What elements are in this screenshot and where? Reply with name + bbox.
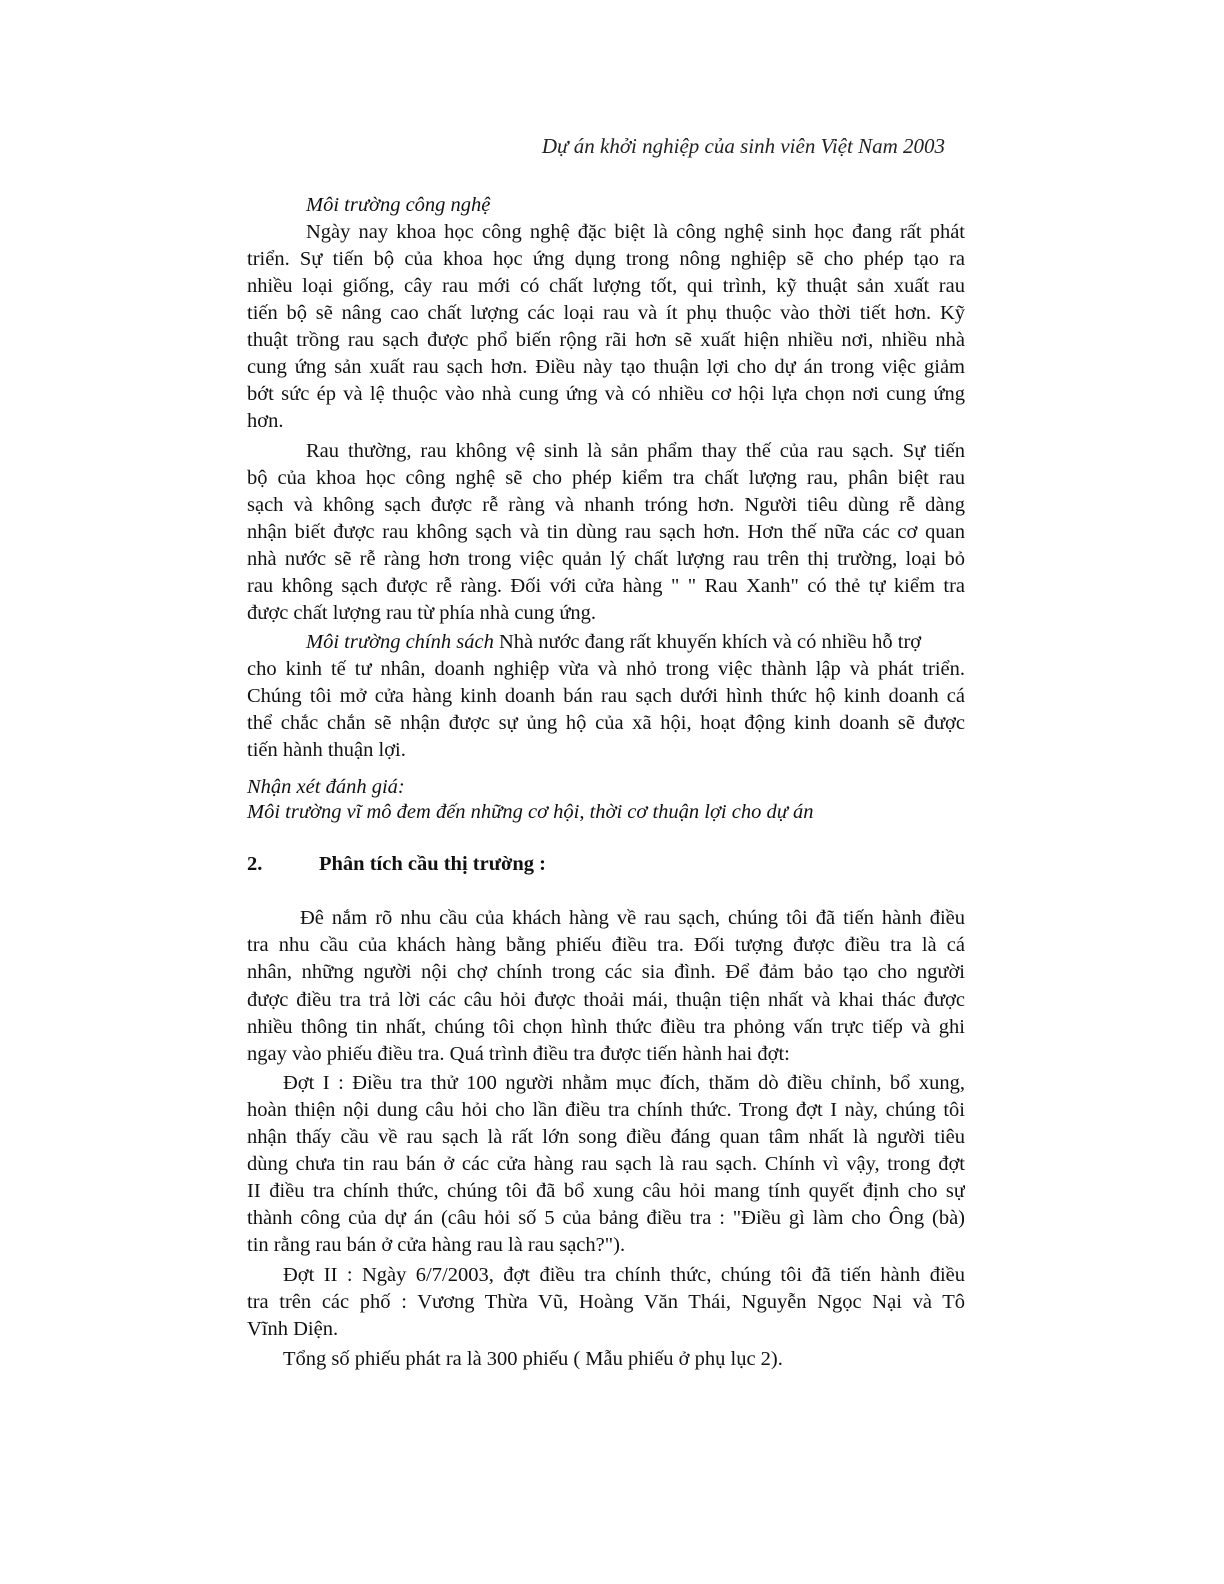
paragraph-line: nhận biết được rau không sạch và tin dùng rau sạch hơn. Hơn thế nữa các cơ quan	[247, 521, 965, 543]
paragraph-line: hoàn thiện nội dung câu hỏi cho lần điều tra chính thức. Trong đợt I này, chúng tôi	[247, 1099, 965, 1121]
policy-first-line-text: Nhà nước đang rất khuyến khích và có nhiều hỗ trợ	[493, 631, 922, 653]
paragraph-line: nhân, những người nội chợ chính trong các sia đình. Để đảm bảo tạo cho người	[247, 961, 965, 983]
paragraph-line: nhận thấy cầu về rau sạch là rất lớn song điều đáng quan tâm nhất là người tiêu	[247, 1126, 965, 1148]
policy-first-line	[306, 629, 965, 656]
paragraph-line: được chất lượng rau từ phía nhà cung ứng.	[247, 602, 597, 624]
paragraph-line: bớt sức ép và lệ thuộc vào nhà cung ứng và có nhiều cơ hội lựa chọn nơi cung ứng	[247, 383, 965, 405]
assessment-label: Nhận xét đánh giá:	[247, 776, 405, 798]
paragraph-line: tra nhu cầu của khách hàng bằng phiếu điều tra. Đối tượng được điều tra là cá	[247, 934, 965, 956]
paragraph-line: triển. Sự tiến bộ của khoa học ứng dụng trong nông nghiệp sẽ cho phép tạo ra	[247, 248, 965, 270]
paragraph-line: tin rằng rau bán ở cửa hàng rau là rau sạch?").	[247, 1234, 626, 1256]
paragraph-line: rau không sạch được rễ ràng. Đối với cửa hàng " " Rau Xanh" có thẻ tự kiểm tra	[247, 575, 965, 597]
paragraph-line: II điều tra chính thức, chúng tôi đã bổ xung câu hỏi mang tính quyết định cho sự	[247, 1180, 965, 1202]
paragraph-line: thể chắc chắn sẽ nhận được sự ủng hộ của xã hội, hoạt động kinh doanh sẽ được	[247, 712, 965, 734]
paragraph-line: bộ của khoa học công nghệ sẽ cho phép kiểm tra chất lượng rau, phân biệt rau	[247, 467, 965, 489]
paragraph-line: cho kinh tế tư nhân, doanh nghiệp vừa và nhỏ trong việc thành lập và phát triển.	[247, 658, 965, 680]
paragraph-line: Rau thường, rau không vệ sinh là sản phẩm thay thế của rau sạch. Sự tiến	[306, 440, 965, 462]
section-number: 2.	[247, 853, 263, 875]
paragraph-line: Tổng số phiếu phát ra là 300 phiếu ( Mẫu phiếu ở phụ lục 2).	[283, 1348, 783, 1370]
paragraph-line: tiến hành thuận lợi.	[247, 739, 406, 761]
paragraph-line: Đợt I : Điều tra thử 100 người nhằm mục đích, thăm dò điều chỉnh, bổ xung,	[283, 1072, 965, 1094]
paragraph-line: được điều tra trả lời các câu hỏi được thoải mái, thuận tiện nhất và khai thác được	[247, 989, 965, 1011]
section-title-technology: Môi trường công nghệ	[306, 194, 491, 216]
section-title-policy: Môi trường chính sách	[306, 631, 494, 653]
paragraph-line: Đê nắm rõ nhu cầu của khách hàng về rau sạch, chúng tôi đã tiến hành điều	[300, 907, 965, 929]
paragraph-line: Đợt II : Ngày 6/7/2003, đợt điều tra chính thức, chúng tôi đã tiến hành điều	[283, 1264, 965, 1286]
paragraph-line: cung ứng sản xuất rau sạch hơn. Điều này tạo thuận lợi cho dự án trong việc giảm	[247, 356, 965, 378]
paragraph-line: hơn.	[247, 410, 284, 432]
paragraph-line: nhà nước sẽ rễ ràng hơn trong việc quản lý chất lượng rau trên thị trường, loại bỏ	[247, 548, 965, 570]
paragraph-line: tiến bộ sẽ nâng cao chất lượng các loại rau và ít phụ thuộc vào thời tiết hơn. Kỹ	[247, 302, 965, 324]
paragraph-line: dùng chưa tin rau bán ở các cửa hàng rau sạch là rau sạch. Chính vì vậy, trong đợt	[247, 1153, 965, 1175]
paragraph-line: sạch và không sạch được rễ ràng và nhanh tróng hơn. Người tiêu dùng rễ dàng	[247, 494, 965, 516]
paragraph-line: nhiều loại giống, cây rau mới có chất lượng tốt, qui trình, kỹ thuật sản xuất rau	[247, 275, 965, 297]
paragraph-line: nhiều thông tin nhất, chúng tôi chọn hình thức điều tra phỏng vấn trực tiếp và ghi	[247, 1016, 965, 1038]
paragraph-line: thành công của dự án (câu hỏi số 5 của bảng điều tra : "Điều gì làm cho Ông (bà)	[247, 1207, 965, 1229]
paragraph-line: tra trên các phố : Vương Thừa Vũ, Hoàng Văn Thái, Nguyễn Ngọc Nại và Tô	[247, 1291, 965, 1313]
assessment-text: Môi trường vĩ mô đem đến những cơ hội, thời cơ thuận lợi cho dự án	[247, 801, 814, 823]
section-heading: Phân tích cầu thị trường :	[319, 853, 546, 875]
paragraph-line: Ngày nay khoa học công nghệ đặc biệt là công nghệ sinh học đang rất phát	[306, 221, 965, 243]
paragraph-line: Chúng tôi mở cửa hàng kinh doanh bán rau sạch dưới hình thức hộ kinh doanh cá	[247, 685, 965, 707]
paragraph-line: Vĩnh Diện.	[247, 1318, 339, 1340]
paragraph-line: thuật trồng rau sạch được phổ biến rộng rãi hơn sẽ xuất hiện nhiều nơi, nhiều nhà	[247, 329, 965, 351]
running-header: Dự án khởi nghiệp của sinh viên Việt Nam 2003	[541, 134, 945, 158]
paragraph-line: ngay vào phiếu điều tra. Quá trình điều tra được tiến hành hai đợt:	[247, 1043, 790, 1065]
